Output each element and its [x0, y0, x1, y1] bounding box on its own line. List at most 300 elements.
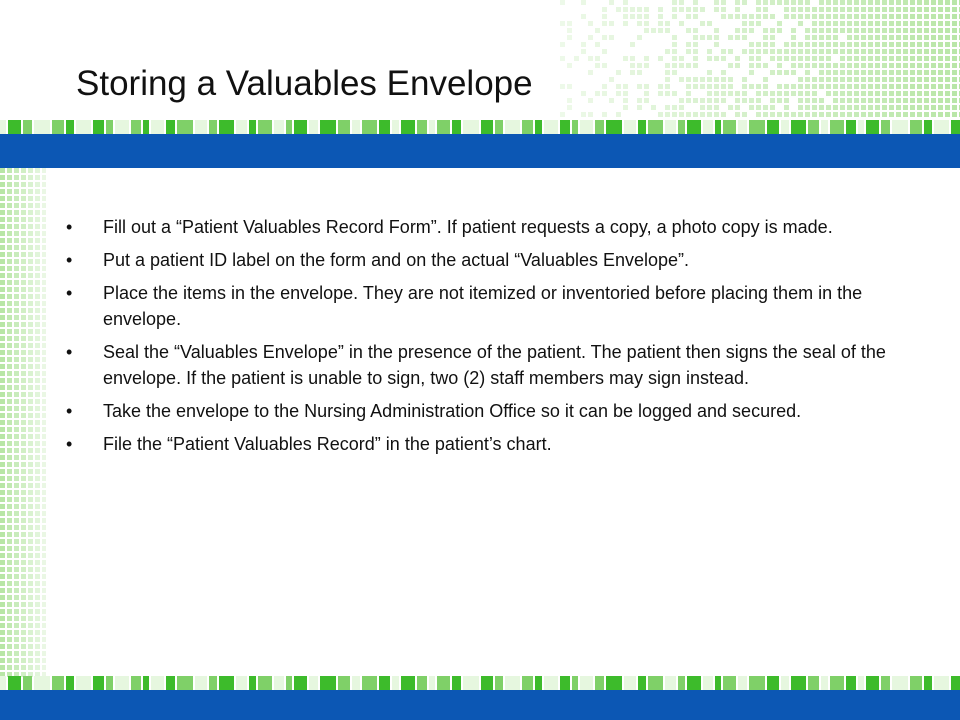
band-stripe	[106, 676, 113, 690]
checker-square	[7, 469, 12, 474]
checker-square	[756, 56, 761, 61]
checker-square	[805, 28, 810, 33]
band-stripe	[320, 676, 336, 690]
checker-square	[707, 35, 712, 40]
checker-square	[0, 231, 5, 236]
checker-square	[658, 28, 663, 33]
band-stripe	[0, 676, 6, 690]
checker-square	[28, 623, 33, 628]
band-stripe	[8, 120, 21, 134]
checker-square	[42, 210, 46, 215]
checker-square	[35, 210, 40, 215]
green-divider-band-top	[0, 120, 960, 134]
checker-square	[14, 399, 19, 404]
checker-square	[889, 28, 894, 33]
checker-square	[28, 245, 33, 250]
checker-square	[28, 273, 33, 278]
checker-square	[14, 371, 19, 376]
checker-square	[567, 105, 572, 110]
checker-square	[826, 91, 831, 96]
checker-square	[847, 14, 852, 19]
checker-square	[812, 84, 817, 89]
band-stripe	[749, 120, 765, 134]
checker-square	[21, 399, 26, 404]
checker-square	[28, 616, 33, 621]
checker-square	[588, 112, 593, 117]
checker-square	[840, 112, 845, 117]
checker-square	[42, 273, 46, 278]
checker-square	[637, 70, 642, 75]
checker-square	[826, 84, 831, 89]
checker-square	[42, 294, 46, 299]
checker-square	[735, 63, 740, 68]
checker-square	[847, 112, 852, 117]
checker-square	[623, 21, 628, 26]
band-stripe	[481, 676, 493, 690]
checker-square	[805, 91, 810, 96]
checker-square	[749, 63, 754, 68]
checker-square	[42, 329, 46, 334]
band-stripe	[544, 676, 558, 690]
checker-square	[721, 7, 726, 12]
band-stripe	[924, 120, 932, 134]
band-stripe	[52, 120, 64, 134]
checker-square	[21, 658, 26, 663]
checker-square	[924, 56, 929, 61]
checker-square	[952, 84, 957, 89]
checker-square	[819, 70, 824, 75]
checker-square	[763, 28, 768, 33]
checker-square	[21, 574, 26, 579]
checker-square	[0, 511, 5, 516]
checker-square	[644, 56, 649, 61]
checker-square	[805, 105, 810, 110]
checker-square	[35, 497, 40, 502]
checker-square	[875, 77, 880, 82]
checker-square	[567, 21, 572, 26]
checker-square	[609, 77, 614, 82]
checker-square	[609, 98, 614, 103]
checker-square	[917, 98, 922, 103]
checker-square	[28, 238, 33, 243]
checker-square	[595, 91, 600, 96]
checker-square	[896, 56, 901, 61]
checker-square	[728, 77, 733, 82]
checker-square	[42, 322, 46, 327]
checker-square	[952, 28, 957, 33]
band-stripe	[151, 120, 164, 134]
checker-square	[840, 28, 845, 33]
checker-square	[651, 28, 656, 33]
band-stripe	[452, 120, 461, 134]
band-stripe	[951, 120, 960, 134]
checker-square	[945, 70, 950, 75]
checker-square	[35, 175, 40, 180]
checker-square	[7, 315, 12, 320]
checker-square	[644, 7, 649, 12]
checker-square	[826, 35, 831, 40]
checker-square	[952, 112, 957, 117]
checker-square	[693, 63, 698, 68]
checker-square	[917, 42, 922, 47]
checker-square	[756, 98, 761, 103]
checker-square	[714, 105, 719, 110]
checker-square	[28, 357, 33, 362]
checker-square	[728, 84, 733, 89]
checker-square	[854, 49, 859, 54]
checker-square	[784, 84, 789, 89]
checker-square	[833, 35, 838, 40]
checker-square	[952, 91, 957, 96]
checker-square	[35, 168, 40, 173]
checker-square	[875, 91, 880, 96]
checker-square	[938, 112, 943, 117]
checker-square	[602, 112, 607, 117]
checker-square	[917, 28, 922, 33]
checker-square	[728, 14, 733, 19]
checker-square	[42, 511, 46, 516]
checker-square	[840, 56, 845, 61]
checker-square	[35, 602, 40, 607]
checker-square	[665, 28, 670, 33]
checker-square	[742, 112, 747, 117]
checker-square	[924, 63, 929, 68]
band-stripe	[209, 676, 217, 690]
checker-square	[693, 14, 698, 19]
band-stripe	[429, 120, 435, 134]
checker-square	[7, 651, 12, 656]
green-checker-left-strip	[0, 168, 46, 678]
checker-square	[805, 84, 810, 89]
band-stripe	[93, 676, 104, 690]
checker-square	[875, 42, 880, 47]
checker-square	[777, 56, 782, 61]
checker-square	[42, 399, 46, 404]
checker-square	[868, 21, 873, 26]
band-stripe	[294, 120, 307, 134]
checker-square	[14, 266, 19, 271]
checker-square	[42, 588, 46, 593]
checker-square	[742, 84, 747, 89]
checker-square	[28, 504, 33, 509]
checker-square	[35, 280, 40, 285]
band-stripe	[379, 120, 390, 134]
checker-square	[714, 7, 719, 12]
band-stripe	[624, 120, 636, 134]
checker-square	[805, 70, 810, 75]
checker-square	[616, 91, 621, 96]
checker-square	[623, 0, 628, 5]
band-stripe	[249, 676, 256, 690]
checker-square	[21, 210, 26, 215]
band-stripe	[274, 120, 284, 134]
checker-square	[42, 280, 46, 285]
checker-square	[749, 28, 754, 33]
band-stripe	[648, 676, 663, 690]
checker-square	[7, 385, 12, 390]
checker-square	[0, 644, 5, 649]
checker-square	[21, 252, 26, 257]
checker-square	[861, 105, 866, 110]
checker-square	[28, 231, 33, 236]
checker-square	[623, 98, 628, 103]
checker-square	[875, 35, 880, 40]
checker-square	[819, 112, 824, 117]
band-stripe	[738, 676, 747, 690]
checker-square	[602, 7, 607, 12]
band-stripe	[522, 676, 533, 690]
checker-square	[7, 574, 12, 579]
checker-square	[938, 77, 943, 82]
band-stripe	[606, 120, 622, 134]
band-stripe	[808, 120, 819, 134]
checker-square	[567, 28, 572, 33]
checker-square	[861, 91, 866, 96]
checker-square	[14, 497, 19, 502]
checker-square	[14, 630, 19, 635]
checker-square	[623, 56, 628, 61]
band-stripe	[595, 676, 604, 690]
checker-square	[35, 623, 40, 628]
checker-square	[700, 7, 705, 12]
checker-square	[21, 196, 26, 201]
checker-square	[35, 245, 40, 250]
band-stripe	[624, 676, 636, 690]
checker-square	[0, 623, 5, 628]
checker-square	[14, 595, 19, 600]
checker-square	[840, 77, 845, 82]
checker-square	[868, 14, 873, 19]
checker-square	[882, 35, 887, 40]
checker-square	[21, 469, 26, 474]
checker-square	[665, 112, 670, 117]
checker-square	[721, 112, 726, 117]
checker-square	[735, 14, 740, 19]
checker-square	[21, 336, 26, 341]
checker-square	[896, 7, 901, 12]
checker-square	[931, 14, 936, 19]
checker-square	[763, 77, 768, 82]
checker-square	[0, 518, 5, 523]
checker-square	[35, 238, 40, 243]
checker-square	[21, 420, 26, 425]
checker-square	[896, 49, 901, 54]
checker-square	[7, 287, 12, 292]
checker-square	[35, 392, 40, 397]
checker-square	[28, 560, 33, 565]
checker-square	[917, 77, 922, 82]
checker-square	[28, 532, 33, 537]
checker-square	[42, 259, 46, 264]
checker-square	[672, 0, 677, 5]
checker-square	[742, 14, 747, 19]
checker-square	[756, 112, 761, 117]
checker-square	[28, 602, 33, 607]
checker-square	[665, 49, 670, 54]
band-stripe	[286, 120, 292, 134]
checker-square	[21, 539, 26, 544]
checker-square	[945, 84, 950, 89]
checker-square	[7, 224, 12, 229]
checker-square	[0, 420, 5, 425]
checker-square	[21, 623, 26, 628]
band-stripe	[338, 120, 350, 134]
checker-square	[847, 63, 852, 68]
checker-square	[0, 189, 5, 194]
bullet-item	[66, 431, 906, 457]
checker-square	[35, 483, 40, 488]
checker-square	[0, 399, 5, 404]
checker-square	[952, 0, 957, 5]
checker-square	[910, 42, 915, 47]
band-stripe	[858, 676, 864, 690]
checker-square	[28, 427, 33, 432]
checker-square	[588, 56, 593, 61]
checker-square	[7, 252, 12, 257]
checker-square	[945, 98, 950, 103]
checker-square	[644, 84, 649, 89]
checker-square	[35, 287, 40, 292]
checker-square	[28, 196, 33, 201]
checker-square	[7, 259, 12, 264]
checker-square	[903, 98, 908, 103]
checker-square	[875, 98, 880, 103]
checker-square	[602, 49, 607, 54]
band-stripe	[866, 676, 879, 690]
checker-square	[749, 105, 754, 110]
band-stripe	[687, 120, 701, 134]
checker-square	[616, 7, 621, 12]
band-stripe	[934, 120, 949, 134]
checker-square	[749, 56, 754, 61]
checker-square	[7, 511, 12, 516]
checker-square	[14, 504, 19, 509]
checker-square	[924, 35, 929, 40]
checker-square	[854, 14, 859, 19]
checker-square	[882, 7, 887, 12]
checker-square	[938, 49, 943, 54]
checker-square	[938, 91, 943, 96]
checker-square	[7, 210, 12, 215]
checker-square	[35, 448, 40, 453]
checker-square	[567, 84, 572, 89]
checker-square	[798, 91, 803, 96]
checker-square	[14, 196, 19, 201]
band-stripe	[560, 120, 570, 134]
checker-square	[931, 112, 936, 117]
checker-square	[21, 343, 26, 348]
checker-square	[42, 196, 46, 201]
checker-square	[847, 35, 852, 40]
checker-square	[721, 14, 726, 19]
checker-square	[28, 567, 33, 572]
checker-square	[595, 63, 600, 68]
checker-square	[28, 441, 33, 446]
checker-square	[910, 84, 915, 89]
checker-square	[938, 21, 943, 26]
checker-square	[28, 546, 33, 551]
checker-square	[7, 217, 12, 222]
checker-square	[28, 189, 33, 194]
checker-square	[35, 532, 40, 537]
checker-square	[679, 98, 684, 103]
checker-square	[903, 35, 908, 40]
checker-square	[28, 588, 33, 593]
checker-square	[707, 105, 712, 110]
checker-square	[623, 14, 628, 19]
checker-square	[819, 7, 824, 12]
checker-square	[805, 49, 810, 54]
band-stripe	[417, 120, 427, 134]
checker-square	[910, 14, 915, 19]
checker-square	[35, 427, 40, 432]
checker-square	[7, 336, 12, 341]
checker-square	[784, 49, 789, 54]
checker-square	[917, 56, 922, 61]
checker-square	[0, 252, 5, 257]
band-stripe	[738, 120, 747, 134]
checker-square	[924, 91, 929, 96]
bullet-marker: •	[66, 401, 73, 421]
checker-square	[21, 189, 26, 194]
band-stripe	[209, 120, 217, 134]
checker-square	[42, 308, 46, 313]
checker-square	[7, 448, 12, 453]
checker-square	[868, 56, 873, 61]
checker-square	[917, 0, 922, 5]
checker-square	[889, 56, 894, 61]
checker-square	[35, 189, 40, 194]
checker-square	[0, 490, 5, 495]
checker-square	[21, 266, 26, 271]
checker-square	[826, 112, 831, 117]
checker-square	[0, 371, 5, 376]
checker-square	[938, 70, 943, 75]
band-stripe	[294, 676, 307, 690]
checker-square	[931, 28, 936, 33]
checker-square	[28, 329, 33, 334]
band-stripe	[821, 120, 828, 134]
checker-square	[833, 14, 838, 19]
checker-square	[896, 70, 901, 75]
checker-square	[28, 651, 33, 656]
checker-square	[672, 14, 677, 19]
checker-square	[903, 42, 908, 47]
checker-square	[903, 112, 908, 117]
checker-square	[14, 476, 19, 481]
checker-square	[21, 175, 26, 180]
checker-square	[931, 35, 936, 40]
checker-square	[35, 651, 40, 656]
checker-square	[910, 112, 915, 117]
checker-square	[7, 553, 12, 558]
band-stripe	[437, 676, 450, 690]
checker-square	[7, 175, 12, 180]
checker-square	[14, 350, 19, 355]
bullet-item	[66, 339, 906, 391]
checker-square	[749, 98, 754, 103]
blue-footer-bar	[0, 690, 960, 720]
checker-square	[784, 70, 789, 75]
bullet-marker: •	[66, 250, 73, 270]
bullet-marker: •	[66, 342, 73, 362]
checker-square	[14, 623, 19, 628]
checker-square	[0, 630, 5, 635]
checker-square	[917, 35, 922, 40]
checker-square	[0, 616, 5, 621]
band-stripe	[495, 120, 503, 134]
checker-square	[910, 77, 915, 82]
